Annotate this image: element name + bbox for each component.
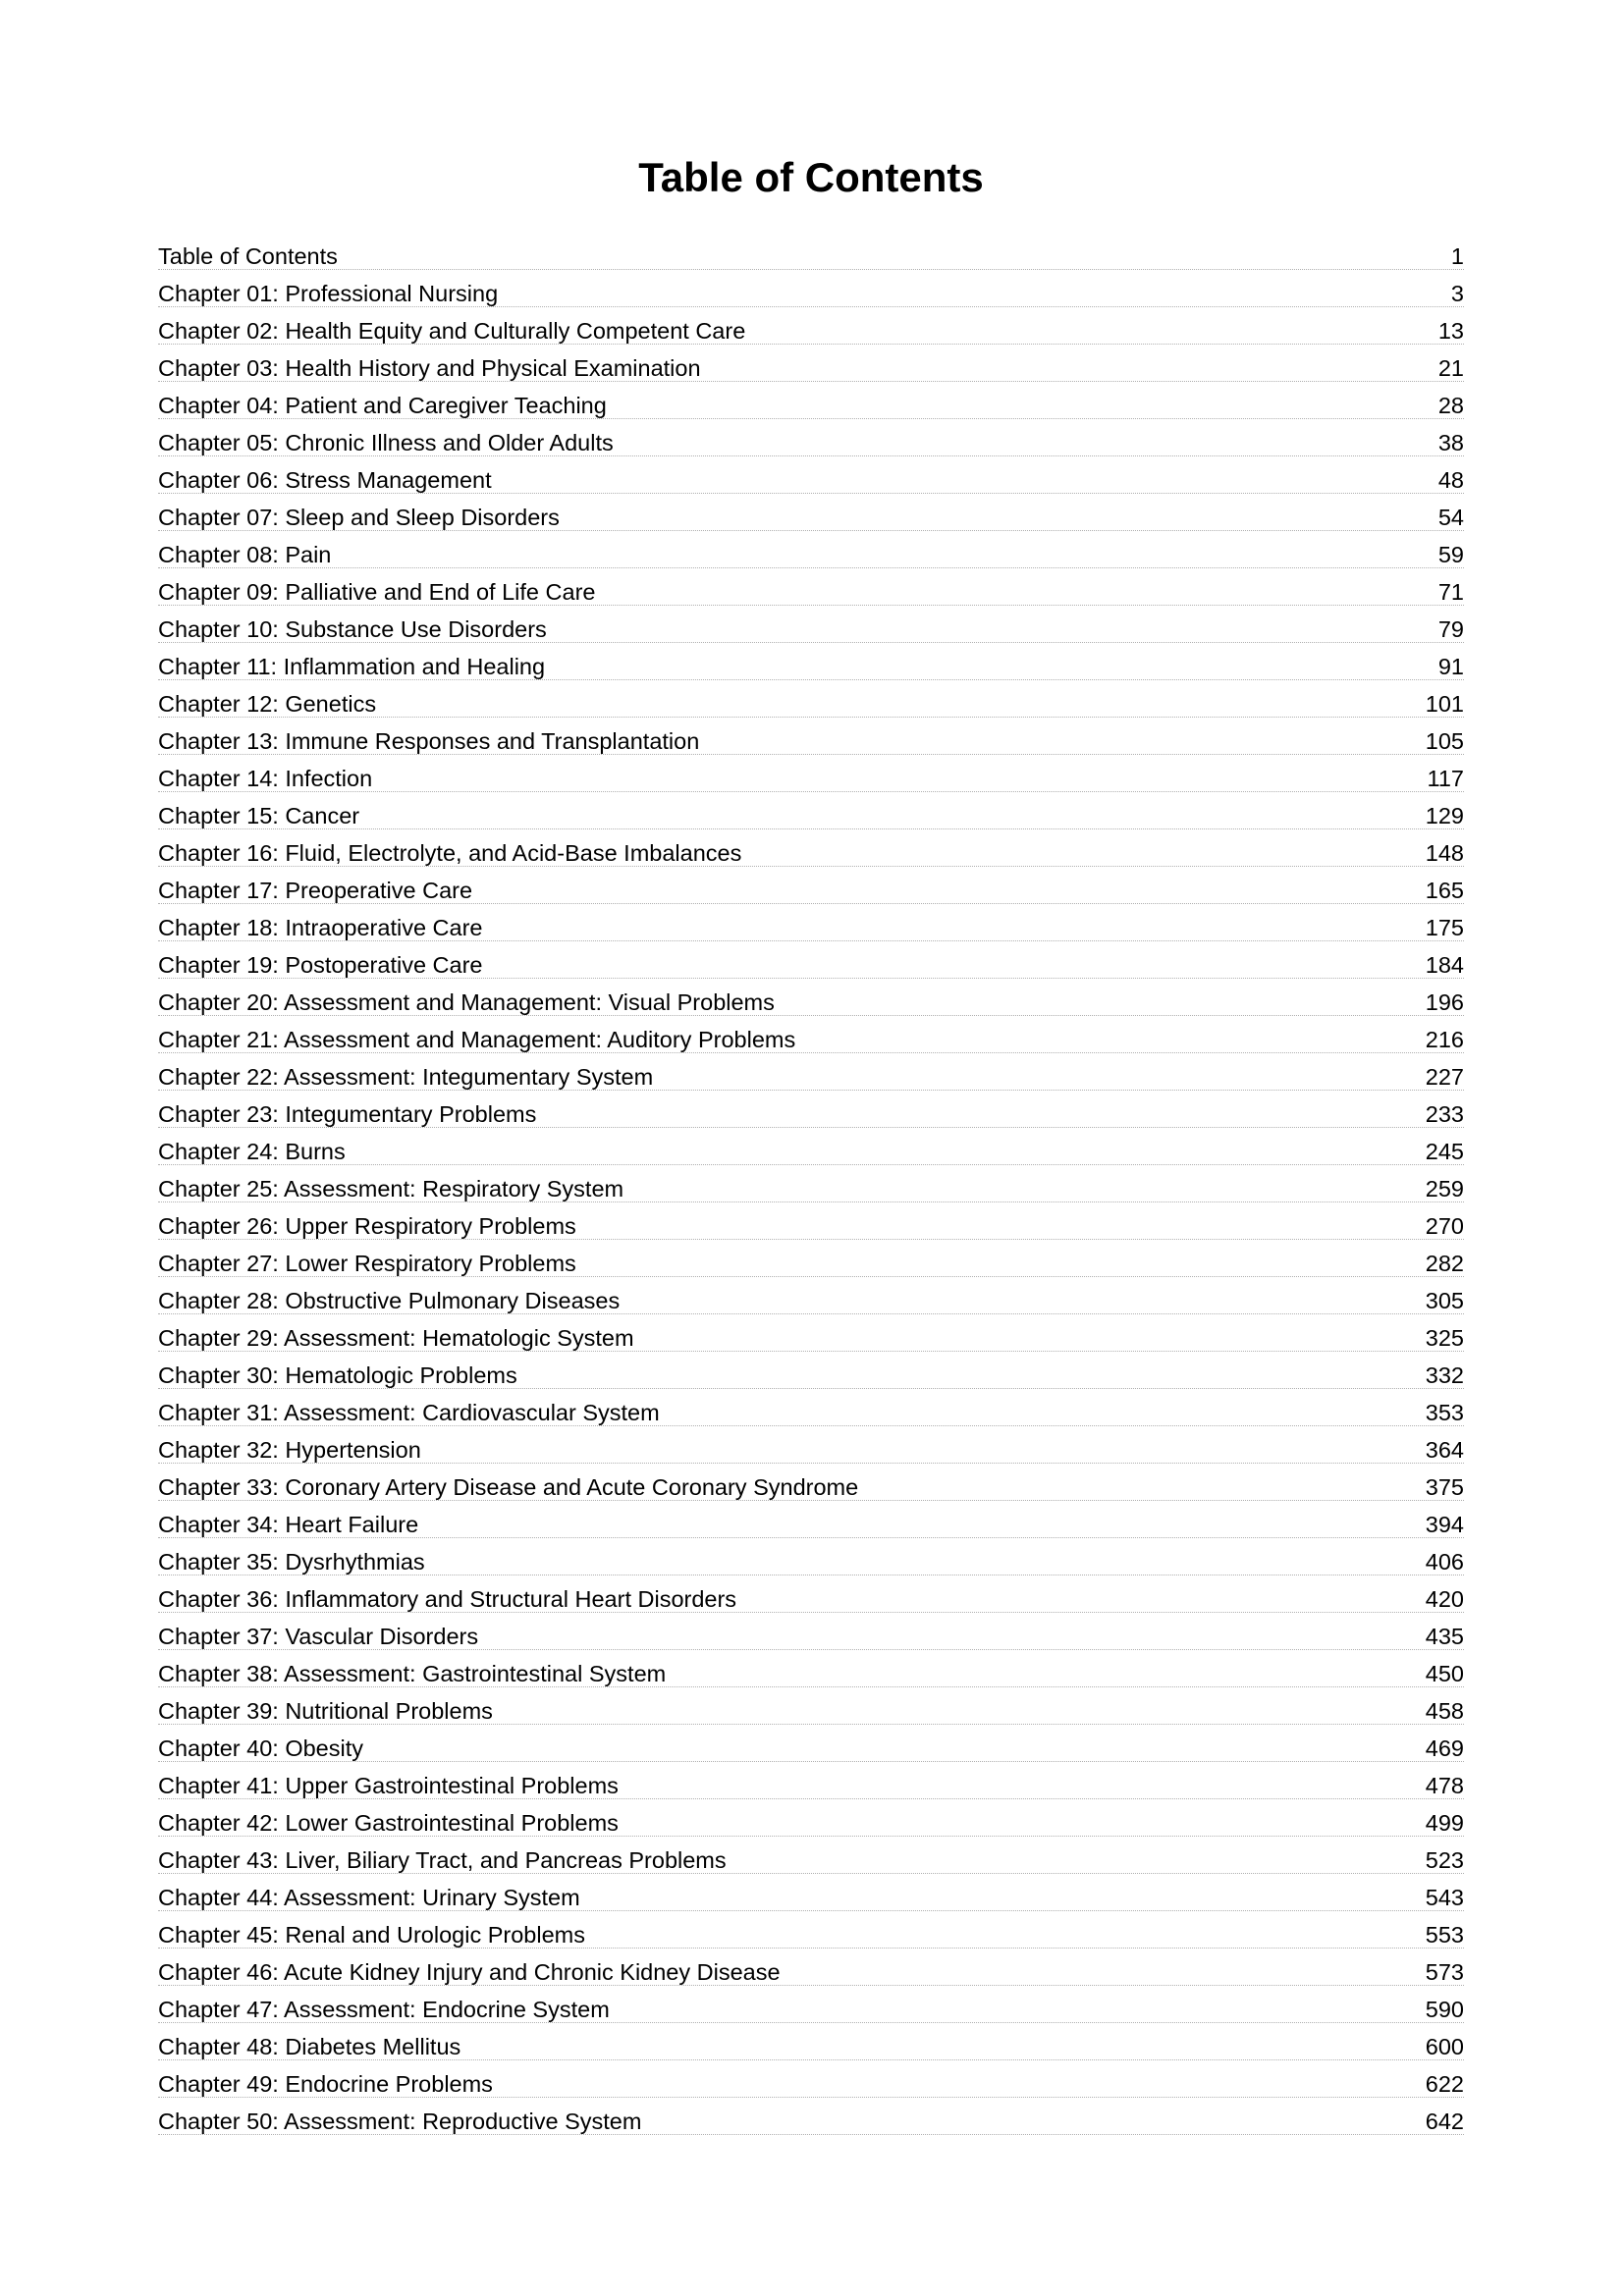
toc-entry-label: Chapter 29: Assessment: Hematologic System [158, 1325, 634, 1352]
toc-entry [158, 1687, 1464, 1725]
toc-entry [158, 1053, 1464, 1091]
toc-entry-label: Chapter 07: Sleep and Sleep Disorders [158, 505, 560, 531]
toc-entry-page: 553 [1425, 1922, 1464, 1949]
toc-entry-page: 71 [1437, 579, 1464, 606]
document-content [158, 0, 1464, 2135]
toc-entry-page: 3 [1450, 281, 1464, 307]
toc-entry-label: Chapter 46: Acute Kidney Injury and Chronic Kidney Disease [158, 1959, 781, 1986]
toc-entry-page: 59 [1437, 542, 1464, 568]
toc-entry-label: Chapter 34: Heart Failure [158, 1512, 419, 1538]
toc-entry-label: Chapter 05: Chronic Illness and Older Adults [158, 430, 614, 456]
toc-entry-page: 227 [1425, 1064, 1464, 1091]
toc-entry-page: 13 [1437, 318, 1464, 345]
toc-entry [158, 1837, 1464, 1874]
toc-entry-label: Chapter 26: Upper Respiratory Problems [158, 1213, 576, 1240]
toc-entry-label: Chapter 39: Nutritional Problems [158, 1698, 493, 1725]
toc-entry-page: 91 [1437, 654, 1464, 680]
toc-entry [158, 1464, 1464, 1501]
toc-entry-label: Chapter 20: Assessment and Management: Visual Problems [158, 989, 775, 1016]
toc-entry-page: 233 [1425, 1101, 1464, 1128]
toc-entry-page: 642 [1425, 2109, 1464, 2135]
toc-entry [158, 1949, 1464, 1986]
toc-entry [158, 979, 1464, 1016]
toc-entry-page: 420 [1425, 1586, 1464, 1613]
toc-entry-page: 325 [1425, 1325, 1464, 1352]
toc-entry-label: Chapter 47: Assessment: Endocrine System [158, 1997, 610, 2023]
toc-entry-page: 600 [1425, 2034, 1464, 2060]
toc-entry-page: 394 [1425, 1512, 1464, 1538]
toc-entry-label: Chapter 25: Assessment: Respiratory System [158, 1176, 624, 1202]
toc-entry-label: Chapter 24: Burns [158, 1139, 346, 1165]
toc-entry-page: 259 [1425, 1176, 1464, 1202]
toc-entry [158, 643, 1464, 680]
toc-entry-label: Chapter 38: Assessment: Gastrointestinal System [158, 1661, 667, 1687]
toc-entry [158, 941, 1464, 979]
toc-entry-page: 332 [1425, 1362, 1464, 1389]
toc-entry [158, 345, 1464, 382]
toc-entry-page: 54 [1437, 505, 1464, 531]
toc-entry-label: Chapter 19: Postoperative Care [158, 952, 483, 979]
toc-entry [158, 1016, 1464, 1053]
toc-entry-page: 543 [1425, 1885, 1464, 1911]
toc-entry-page: 478 [1425, 1773, 1464, 1799]
toc-entry-label: Chapter 15: Cancer [158, 803, 360, 829]
toc-entry [158, 755, 1464, 792]
toc-entry-label: Chapter 33: Coronary Artery Disease and Acute Coronary Syndrome [158, 1474, 859, 1501]
toc-entry [158, 1911, 1464, 1949]
toc-list [158, 233, 1464, 2135]
toc-entry [158, 233, 1464, 270]
toc-entry-label: Chapter 16: Fluid, Electrolyte, and Acid-Base Imbalances [158, 840, 742, 867]
toc-entry-label: Chapter 42: Lower Gastrointestinal Problems [158, 1810, 619, 1837]
toc-entry [158, 1725, 1464, 1762]
toc-entry [158, 1352, 1464, 1389]
toc-entry [158, 1202, 1464, 1240]
toc-entry-label: Chapter 18: Intraoperative Care [158, 915, 483, 941]
toc-entry-label: Chapter 30: Hematologic Problems [158, 1362, 517, 1389]
toc-entry-page: 282 [1425, 1251, 1464, 1277]
toc-entry [158, 680, 1464, 718]
toc-entry [158, 2023, 1464, 2060]
toc-entry [158, 1613, 1464, 1650]
toc-entry-label: Table of Contents [158, 243, 338, 270]
toc-entry-label: Chapter 32: Hypertension [158, 1437, 421, 1464]
toc-entry [158, 1874, 1464, 1911]
toc-entry [158, 307, 1464, 345]
toc-entry-label: Chapter 11: Inflammation and Healing [158, 654, 546, 680]
toc-entry-page: 573 [1425, 1959, 1464, 1986]
toc-entry [158, 456, 1464, 494]
toc-entry-label: Chapter 48: Diabetes Mellitus [158, 2034, 461, 2060]
toc-entry-label: Chapter 08: Pain [158, 542, 332, 568]
toc-entry [158, 1389, 1464, 1426]
toc-entry-label: Chapter 21: Assessment and Management: Auditory Problems [158, 1027, 796, 1053]
toc-entry-page: 79 [1437, 616, 1464, 643]
toc-entry [158, 382, 1464, 419]
toc-entry-page: 375 [1425, 1474, 1464, 1501]
toc-entry [158, 1501, 1464, 1538]
toc-entry-page: 622 [1425, 2071, 1464, 2098]
toc-entry-label: Chapter 14: Infection [158, 766, 373, 792]
toc-entry-label: Chapter 28: Obstructive Pulmonary Diseases [158, 1288, 621, 1314]
toc-entry [158, 606, 1464, 643]
toc-entry [158, 1762, 1464, 1799]
toc-entry-page: 590 [1425, 1997, 1464, 2023]
toc-entry-page: 117 [1427, 766, 1464, 792]
toc-entry-page: 353 [1425, 1400, 1464, 1426]
toc-entry [158, 1799, 1464, 1837]
toc-entry-page: 450 [1425, 1661, 1464, 1687]
toc-entry-label: Chapter 13: Immune Responses and Transplantation [158, 728, 700, 755]
toc-entry-label: Chapter 27: Lower Respiratory Problems [158, 1251, 576, 1277]
toc-entry-label: Chapter 40: Obesity [158, 1735, 363, 1762]
toc-entry-label: Chapter 12: Genetics [158, 691, 377, 718]
toc-entry-label: Chapter 10: Substance Use Disorders [158, 616, 547, 643]
toc-entry-label: Chapter 44: Assessment: Urinary System [158, 1885, 580, 1911]
toc-entry-label: Chapter 49: Endocrine Problems [158, 2071, 493, 2098]
toc-entry-label: Chapter 31: Assessment: Cardiovascular System [158, 1400, 660, 1426]
toc-entry-page: 105 [1425, 728, 1464, 755]
toc-entry-page: 184 [1425, 952, 1464, 979]
toc-entry [158, 1091, 1464, 1128]
toc-entry [158, 718, 1464, 755]
toc-entry [158, 2098, 1464, 2135]
toc-entry-label: Chapter 50: Assessment: Reproductive System [158, 2109, 642, 2135]
toc-entry-page: 435 [1425, 1624, 1464, 1650]
toc-entry [158, 419, 1464, 456]
toc-entry-page: 270 [1425, 1213, 1464, 1240]
toc-entry-page: 469 [1425, 1735, 1464, 1762]
toc-entry [158, 494, 1464, 531]
toc-entry [158, 1986, 1464, 2023]
toc-entry-page: 101 [1425, 691, 1464, 718]
toc-entry-label: Chapter 41: Upper Gastrointestinal Problems [158, 1773, 619, 1799]
toc-entry [158, 1426, 1464, 1464]
toc-entry-page: 175 [1425, 915, 1464, 941]
toc-entry-label: Chapter 35: Dysrhythmias [158, 1549, 425, 1575]
toc-entry-page: 148 [1425, 840, 1464, 867]
toc-entry-label: Chapter 43: Liver, Biliary Tract, and Pancreas Problems [158, 1847, 727, 1874]
toc-entry-label: Chapter 23: Integumentary Problems [158, 1101, 537, 1128]
toc-entry-label: Chapter 06: Stress Management [158, 467, 492, 494]
toc-entry [158, 904, 1464, 941]
toc-entry-label: Chapter 03: Health History and Physical Examination [158, 355, 701, 382]
toc-entry-label: Chapter 37: Vascular Disorders [158, 1624, 479, 1650]
toc-entry-page: 406 [1425, 1549, 1464, 1575]
toc-entry-page: 165 [1425, 878, 1464, 904]
toc-entry-page: 523 [1425, 1847, 1464, 1874]
toc-entry-page: 364 [1425, 1437, 1464, 1464]
toc-entry-page: 48 [1437, 467, 1464, 494]
toc-entry-page: 196 [1425, 989, 1464, 1016]
toc-entry-page: 499 [1425, 1810, 1464, 1837]
toc-entry-label: Chapter 02: Health Equity and Culturally Competent Care [158, 318, 746, 345]
toc-entry-label: Chapter 04: Patient and Caregiver Teaching [158, 393, 607, 419]
toc-entry-page: 129 [1425, 803, 1464, 829]
toc-entry [158, 1538, 1464, 1575]
toc-entry [158, 1240, 1464, 1277]
toc-entry [158, 1128, 1464, 1165]
toc-entry [158, 792, 1464, 829]
toc-entry-label: Chapter 17: Preoperative Care [158, 878, 473, 904]
toc-entry-page: 28 [1437, 393, 1464, 419]
toc-entry-page: 1 [1450, 243, 1464, 270]
toc-entry-page: 21 [1437, 355, 1464, 382]
toc-entry-page: 458 [1425, 1698, 1464, 1725]
toc-entry-page: 216 [1425, 1027, 1464, 1053]
toc-entry [158, 1165, 1464, 1202]
toc-entry-label: Chapter 36: Inflammatory and Structural Heart Disorders [158, 1586, 737, 1613]
toc-entry [158, 1650, 1464, 1687]
toc-entry [158, 1575, 1464, 1613]
toc-entry-label: Chapter 22: Assessment: Integumentary System [158, 1064, 654, 1091]
toc-entry [158, 1277, 1464, 1314]
toc-entry-label: Chapter 01: Professional Nursing [158, 281, 499, 307]
toc-entry [158, 568, 1464, 606]
toc-entry [158, 2060, 1464, 2098]
toc-entry [158, 829, 1464, 867]
toc-entry-label: Chapter 45: Renal and Urologic Problems [158, 1922, 585, 1949]
toc-entry [158, 531, 1464, 568]
page-title: Table of Contents [638, 154, 984, 200]
toc-entry-page: 305 [1425, 1288, 1464, 1314]
toc-entry [158, 867, 1464, 904]
toc-entry [158, 270, 1464, 307]
toc-entry-page: 38 [1437, 430, 1464, 456]
toc-entry-label: Chapter 09: Palliative and End of Life Care [158, 579, 596, 606]
toc-entry [158, 1314, 1464, 1352]
toc-entry-page: 245 [1425, 1139, 1464, 1165]
